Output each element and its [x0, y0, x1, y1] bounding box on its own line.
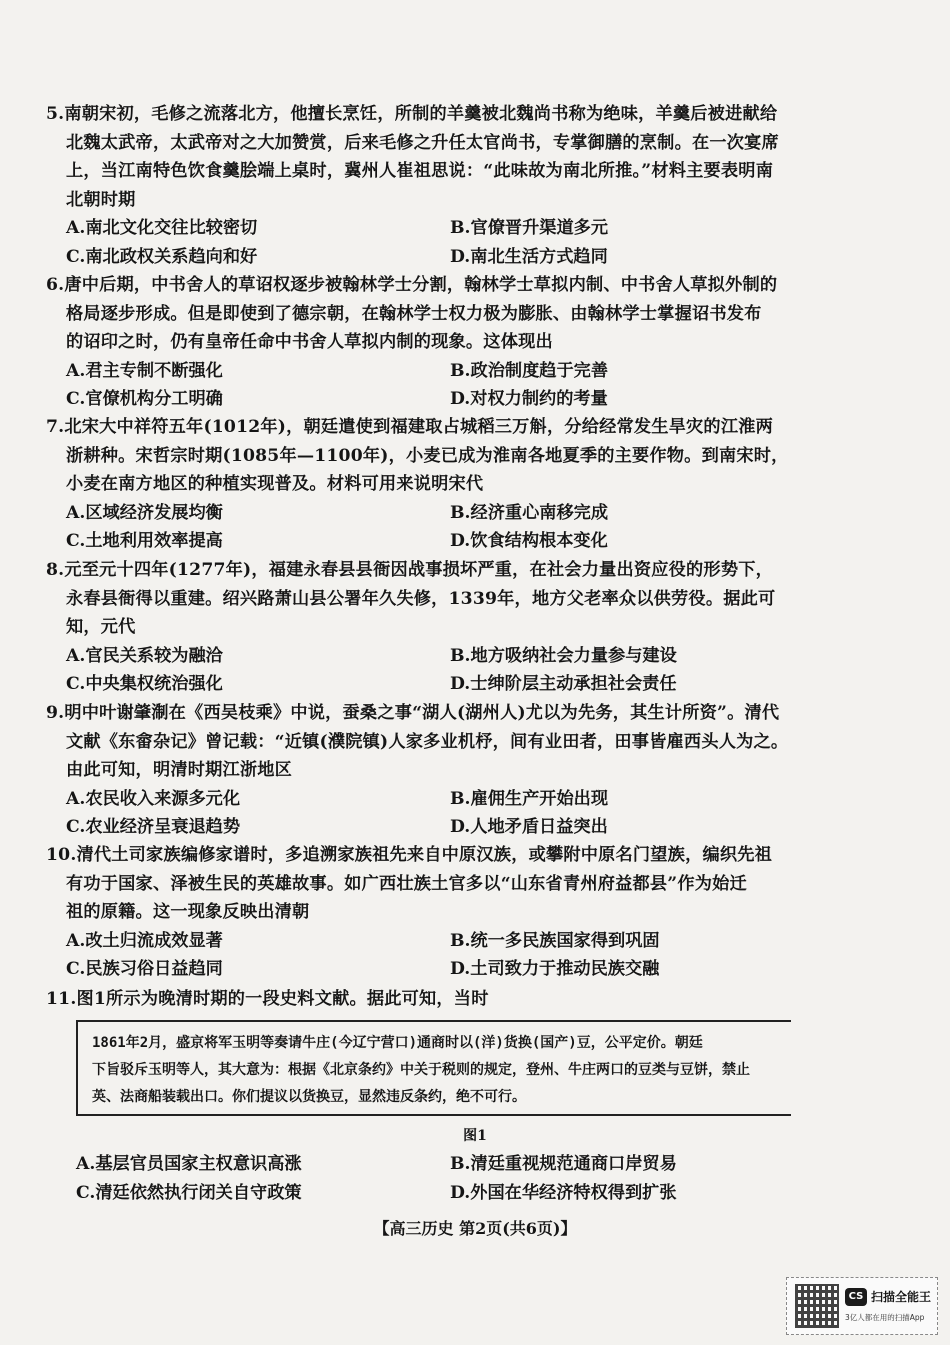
q10-stem-line-1: 10.清代土司家族编修家谱时，多追溯家族祖先来自中原汉族，或攀附中原名门望族，编织先祖 — [46, 845, 773, 865]
question-5 — [46, 100, 791, 271]
watermark-title: 扫描全能王 — [871, 1290, 932, 1304]
q10-option-d[interactable]: D.土司致力于推动民族交融 — [450, 959, 660, 980]
q7-options — [46, 499, 791, 556]
q10-options — [46, 927, 791, 984]
q5-stem-line-4: 北朝时期 — [66, 189, 136, 210]
q9-stem-line-1: 9.明中叶谢肇淛在《西吴枝乘》中说，蚕桑之事“湖人(湖州人)尤以为先务，其生计所资”。清代 — [46, 703, 780, 723]
q10-stem-line-3: 祖的原籍。这一现象反映出清朝 — [66, 902, 310, 923]
q6-options — [46, 357, 791, 414]
q11-stem-line-1: 11.图1所示为晚清时期的一段史料文献。据此可知，当时 — [46, 989, 489, 1009]
q11-option-b[interactable]: B.清廷重视规范通商口岸贸易 — [450, 1154, 677, 1174]
q8-stem-line-1: 8.元至元十四年(1277年)，福建永春县县衙因战事损坏严重，在社会力量出资应役的形势下， — [46, 560, 773, 580]
q10-option-b[interactable]: B.统一多民族国家得到巩固 — [450, 930, 660, 951]
q6-option-c[interactable]: C.官僚机构分工明确 — [66, 389, 223, 410]
q5-option-c[interactable]: C.南北政权关系趋向和好 — [66, 246, 258, 267]
q7-stem-line-2: 浙耕种。宋哲宗时期(1085年—1100年)，小麦已成为淮南各地夏季的主要作物。到南宋时， — [66, 445, 789, 466]
q8-stem-line-3: 知，元代 — [66, 617, 136, 638]
q6-stem-line-1: 6.唐中后期，中书舍人的草诏权逐步被翰林学士分割，翰林学士草拟内制、中书舍人草拟外制的 — [46, 275, 778, 295]
figure-1-line-2: 下旨驳斥玉明等人，其大意为：根据《北京条约》中关于税则的规定，登州、牛庄两口的豆类与豆饼，禁止 — [92, 1062, 750, 1078]
q8-option-c[interactable]: C.中央集权统治强化 — [66, 674, 223, 695]
q7-option-b[interactable]: B.经济重心南移完成 — [450, 502, 609, 523]
q7-option-d[interactable]: D.饮食结构根本变化 — [450, 531, 608, 552]
q6-option-d[interactable]: D.对权力制约的考量 — [450, 389, 608, 410]
q5-option-a[interactable]: A.南北文化交往比较密切 — [66, 218, 258, 239]
page-footer: 【高三历史 第2页(共6页)】 — [373, 1219, 577, 1238]
question-11-options-block — [46, 1150, 791, 1207]
question-8 — [46, 556, 791, 699]
question-11 — [46, 985, 791, 1014]
figure-1-document-box — [76, 1020, 791, 1116]
q6-stem-line-2: 格局逐步形成。但是即使到了德宗朝，在翰林学士权力极为膨胀、由翰林学士掌握诏书发布 — [66, 303, 762, 324]
q10-option-a[interactable]: A.改土归流成效显著 — [66, 930, 223, 951]
q7-stem-line-3: 小麦在南方地区的种植实现普及。材料可用来说明宋代 — [66, 474, 484, 495]
q9-option-d[interactable]: D.人地矛盾日益突出 — [450, 817, 608, 838]
q6-option-b[interactable]: B.政治制度趋于完善 — [450, 360, 609, 381]
q6-stem-line-3: 的诏印之时，仍有皇帝任命中书舍人草拟内制的现象。这体现出 — [66, 332, 553, 353]
q9-options — [46, 785, 791, 842]
question-10 — [46, 841, 791, 984]
q5-stem-line-2: 北魏太武帝，太武帝对之大加赞赏，后来毛修之升任太官尚书，专掌御膳的烹制。在一次宴席 — [66, 132, 779, 153]
q8-options — [46, 642, 791, 699]
q11-option-c[interactable]: C.清廷依然执行闭关自守政策 — [76, 1182, 302, 1203]
question-9 — [46, 699, 791, 842]
q6-option-a[interactable]: A.君主专制不断强化 — [66, 360, 223, 381]
q9-stem-line-3: 由此可知，明清时期江浙地区 — [66, 760, 293, 781]
camscanner-watermark — [786, 1277, 938, 1335]
q8-stem-line-2: 永春县衙得以重建。绍兴路萧山县公署年久失修，1339年，地方父老率众以供劳役。据此可 — [66, 588, 776, 609]
figure-1-caption: 图1 — [463, 1128, 487, 1144]
question-6 — [46, 271, 791, 414]
q5-stem-line-1: 5.南朝宋初，毛修之流落北方，他擅长烹饪，所制的羊羹被北魏尚书称为绝味，羊羹后被进献给 — [46, 104, 778, 124]
q7-stem-line-1: 7.北宋大中祥符五年(1012年)，朝廷遣使到福建取占城稻三万斛，分给经常发生旱灾的江淮两 — [46, 417, 773, 437]
q7-option-a[interactable]: A.区域经济发展均衡 — [66, 502, 223, 523]
q11-options — [46, 1150, 791, 1207]
q7-option-c[interactable]: C.土地利用效率提高 — [66, 531, 223, 552]
q9-stem-line-2: 文献《东畲杂记》曾记载：“近镇(濮院镇)人家多业机杼，间有业田者，田事皆雇西头人为之。 — [66, 731, 789, 752]
question-7 — [46, 413, 791, 556]
q9-option-a[interactable]: A.农民收入来源多元化 — [66, 788, 241, 809]
q11-option-a[interactable]: A.基层官员国家主权意识高涨 — [76, 1154, 302, 1174]
camscanner-logo-icon: CS — [845, 1288, 867, 1306]
q9-option-b[interactable]: B.雇佣生产开始出现 — [450, 788, 609, 809]
figure-1-line-3: 英、法商船装载出口。你们提议以货换豆，显然违反条约，绝不可行。 — [92, 1089, 526, 1105]
q8-option-d[interactable]: D.士绅阶层主动承担社会责任 — [450, 674, 677, 695]
watermark-subtitle: 3亿人都在用的扫描App — [845, 1313, 925, 1322]
qr-code-icon — [795, 1284, 839, 1328]
q8-option-a[interactable]: A.官民关系较为融洽 — [66, 645, 223, 666]
q11-option-d[interactable]: D.外国在华经济特权得到扩张 — [450, 1182, 677, 1203]
q5-options — [46, 214, 791, 271]
figure-1-line-1: 1861年2月，盛京将军玉明等奏请牛庄(今辽宁营口)通商时以(洋)货换(国产)豆，公平定价。朝廷 — [92, 1035, 703, 1051]
q10-option-c[interactable]: C.民族习俗日益趋同 — [66, 959, 223, 980]
q5-option-b[interactable]: B.官僚晋升渠道多元 — [450, 218, 609, 239]
q8-option-b[interactable]: B.地方吸纳社会力量参与建设 — [450, 645, 677, 666]
q10-stem-line-2: 有功于国家、泽被生民的英雄故事。如广西壮族土官多以“山东省青州府益都县”作为始迁 — [66, 873, 747, 894]
q5-option-d[interactable]: D.南北生活方式趋同 — [450, 246, 608, 267]
q5-stem-line-3: 上，当江南特色饮食羹脍端上桌时，冀州人崔祖思说：“此味故为南北所推。”材料主要表明南 — [66, 161, 774, 182]
q9-option-c[interactable]: C.农业经济呈衰退趋势 — [66, 817, 241, 838]
